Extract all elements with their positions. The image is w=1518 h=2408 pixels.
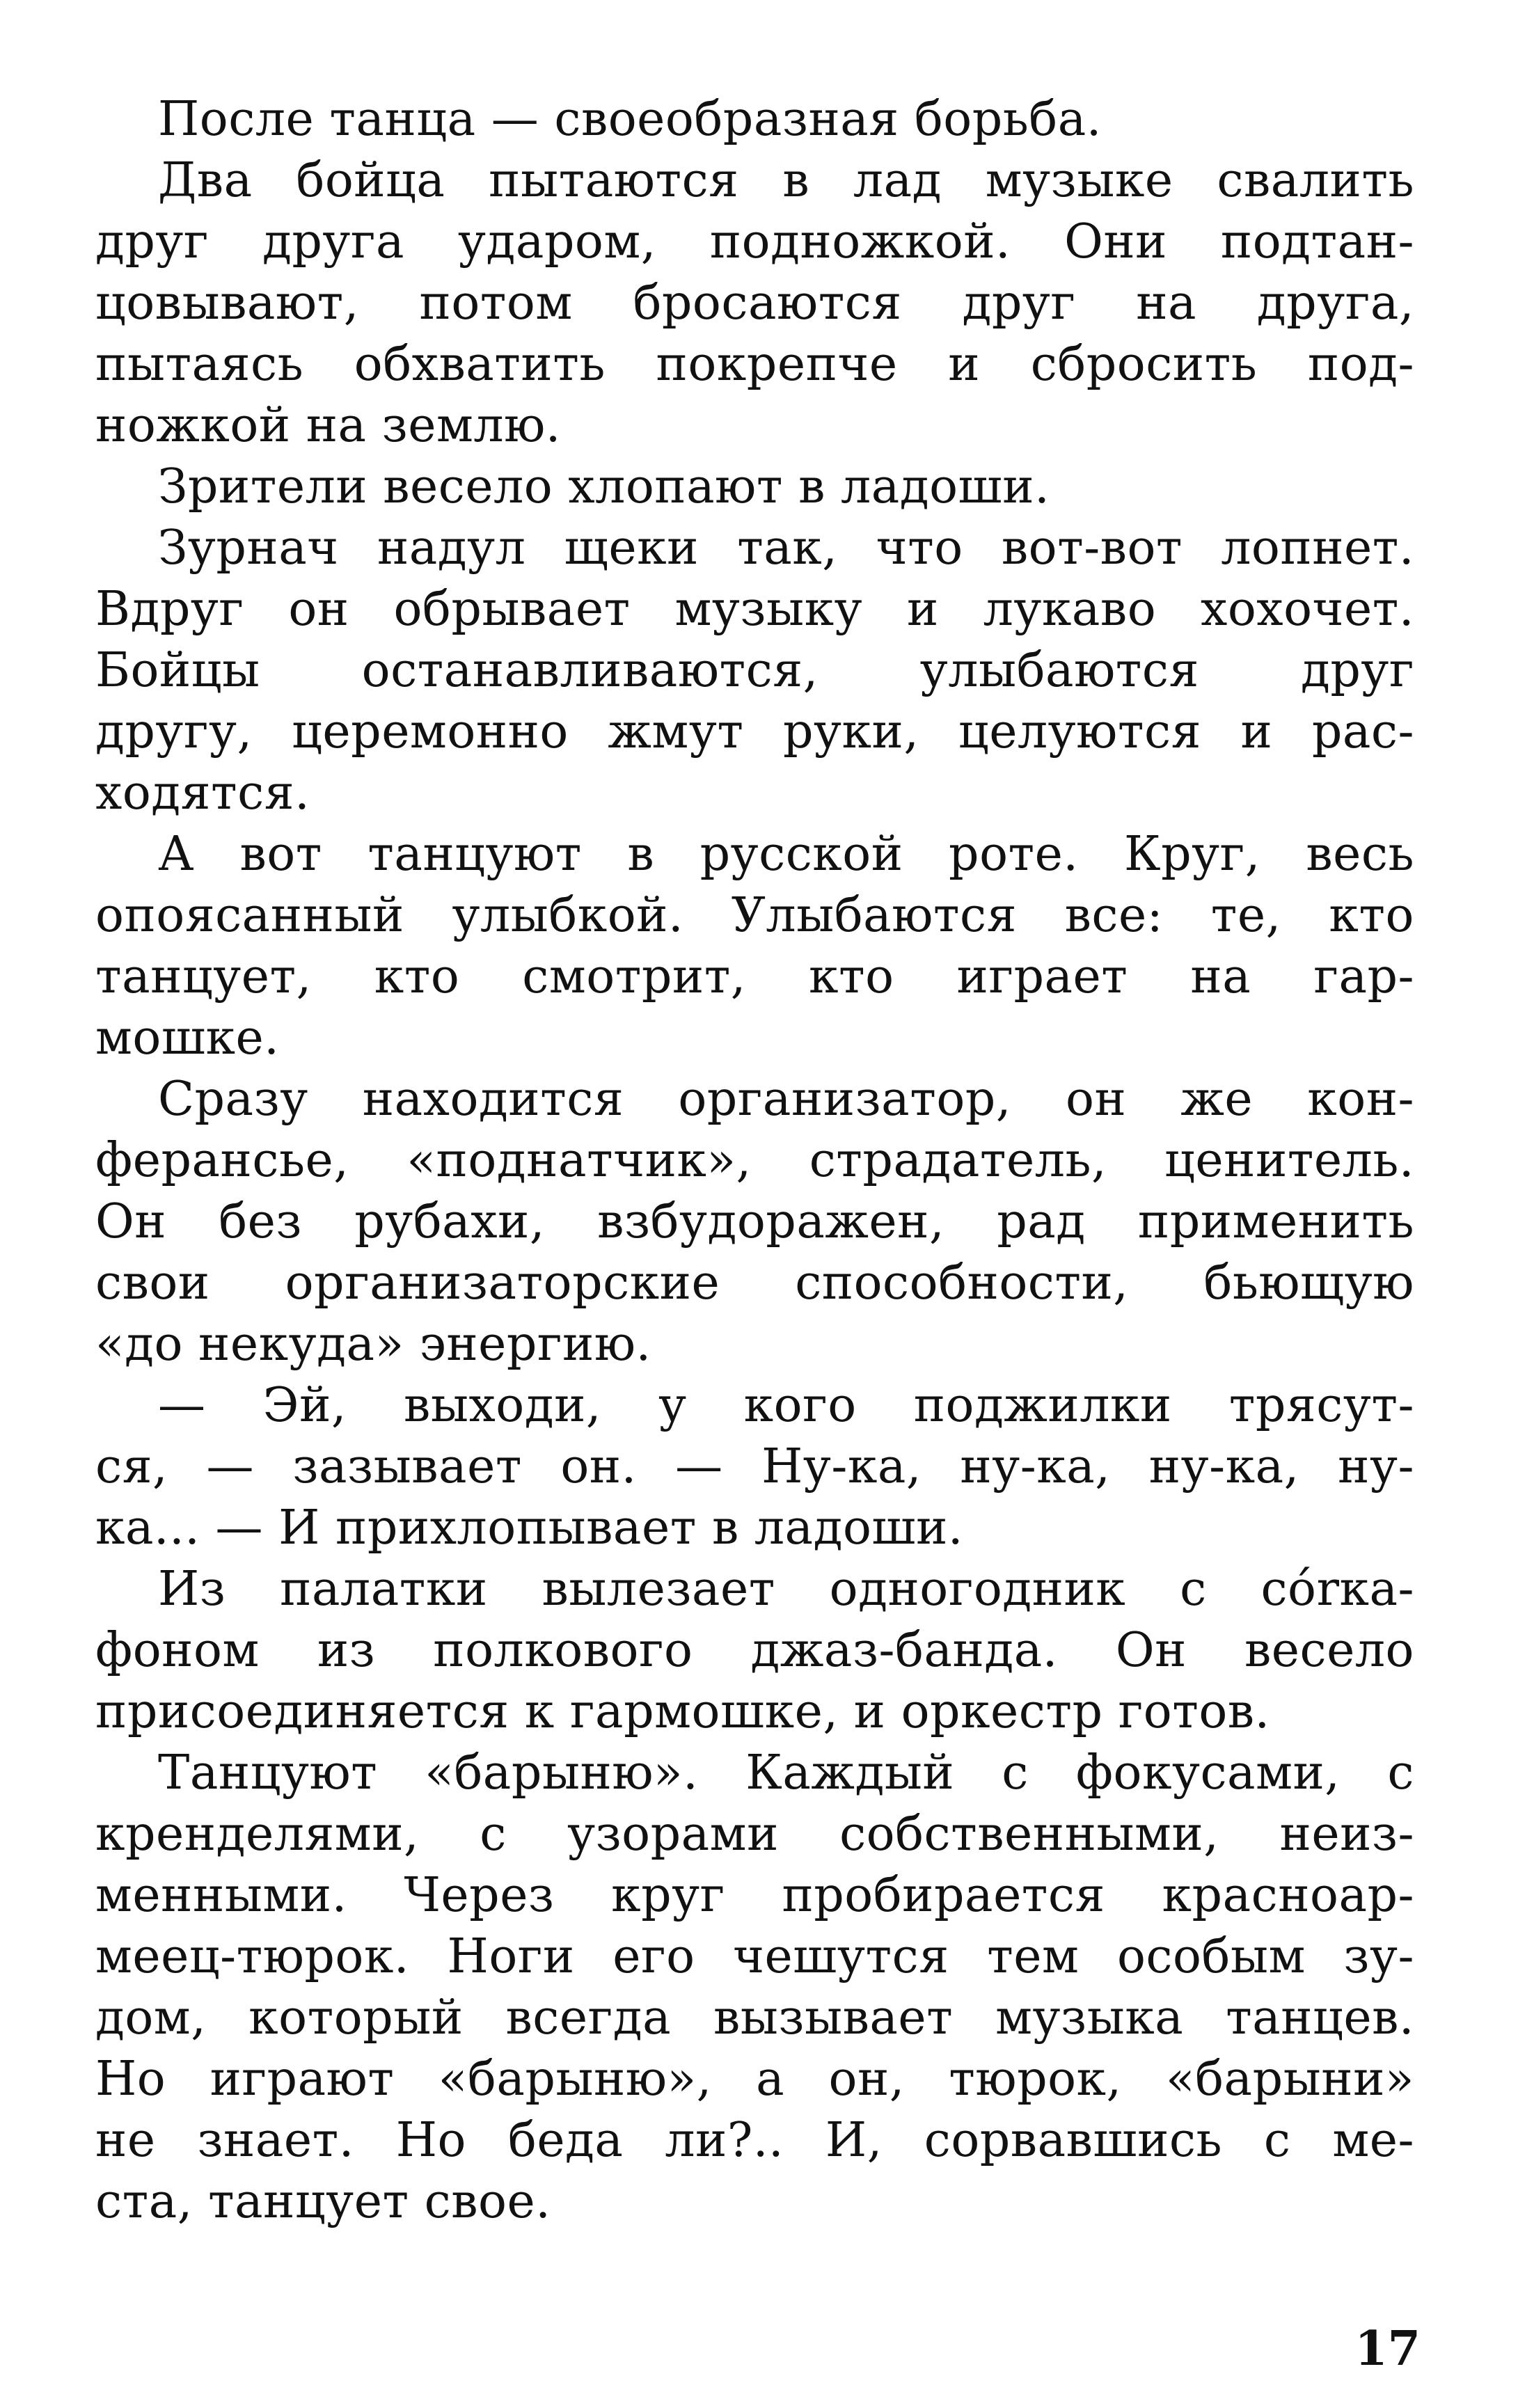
text-line: ножкой на землю.	[95, 398, 561, 453]
text-line: Вдруг он обрывает музыку и лукаво хохочет.	[95, 582, 1414, 637]
text-line: цовывают, потом бросаются друг на друга,	[95, 276, 1414, 331]
text-line: Он без рубахи, взбудоражен, рад применить	[95, 1194, 1414, 1249]
text-line: Сразу находится организатор, он же кон-	[158, 1072, 1414, 1127]
text-line: мошке.	[95, 1011, 280, 1066]
text-line: свои организаторские способности, бьющую	[95, 1256, 1414, 1310]
text-line: меец-тюрок. Ноги его чешутся тем особым зу-	[95, 1929, 1414, 1984]
text-line: друг друга ударом, подножкой. Они подтан-	[95, 214, 1414, 269]
text-line: «до некуда» энергию.	[95, 1317, 651, 1372]
text-line: ста, танцует свое.	[95, 2174, 551, 2229]
text-line: А вот танцуют в русской роте. Круг, весь	[158, 827, 1414, 882]
text-line: ферансье, «поднатчик», страдатель, ценитель.	[95, 1133, 1414, 1188]
text-line: ся, — зазывает он. — Ну-ка, ну-ка, ну-ка, ну-	[95, 1439, 1414, 1494]
text-line: Бойцы останавливаются, улыбаются друг	[95, 643, 1414, 698]
page-text	[95, 89, 1414, 2233]
text-line: пытаясь обхватить покрепче и сбросить под-	[95, 337, 1414, 392]
text-line: кренделями, с узорами собственными, неиз-	[95, 1807, 1414, 1862]
text-line: присоединяется к гармошке, и оркестр готов.	[95, 1684, 1270, 1739]
text-line: менными. Через круг пробирается красноар-	[95, 1868, 1414, 1923]
text-line: После танца — своеобразная борьба.	[158, 92, 1102, 147]
text-line: Два бойца пытаются в лад музыке свалить	[158, 153, 1414, 208]
text-line: Зурнач надул щеки так, что вот-вот лопнет.	[158, 521, 1414, 576]
text-line: другу, церемонно жмут руки, целуются и рас-	[95, 704, 1414, 759]
text-line: дом, который всегда вызывает музыка танцев.	[95, 1990, 1414, 2045]
text-line: танцует, кто смотрит, кто играет на гар-	[95, 949, 1414, 1004]
text-line: ходятся.	[95, 766, 310, 821]
text-line: ка... — И прихлопывает в ладоши.	[95, 1500, 964, 1555]
page-number: 17	[1354, 2321, 1421, 2377]
text-line: Из палатки вылезает одногодник с córка-	[158, 1562, 1414, 1617]
text-line: Но играют «барыню», а он, тюрок, «барыни»	[95, 2052, 1414, 2107]
text-line: не знает. Но беда ли?.. И, сорвавшись с ме-	[95, 2113, 1414, 2168]
text-line: Танцуют «барыню». Каждый с фокусами, с	[158, 1745, 1414, 1800]
text-line: опоясанный улыбкой. Улыбаются все: те, кто	[95, 888, 1414, 943]
text-line: Зрители весело хлопают в ладоши.	[158, 459, 1050, 514]
text-line: — Эй, выходи, у кого поджилки трясут-	[158, 1378, 1414, 1433]
text-line: фоном из полкового джаз-банда. Он весело	[95, 1623, 1414, 1678]
